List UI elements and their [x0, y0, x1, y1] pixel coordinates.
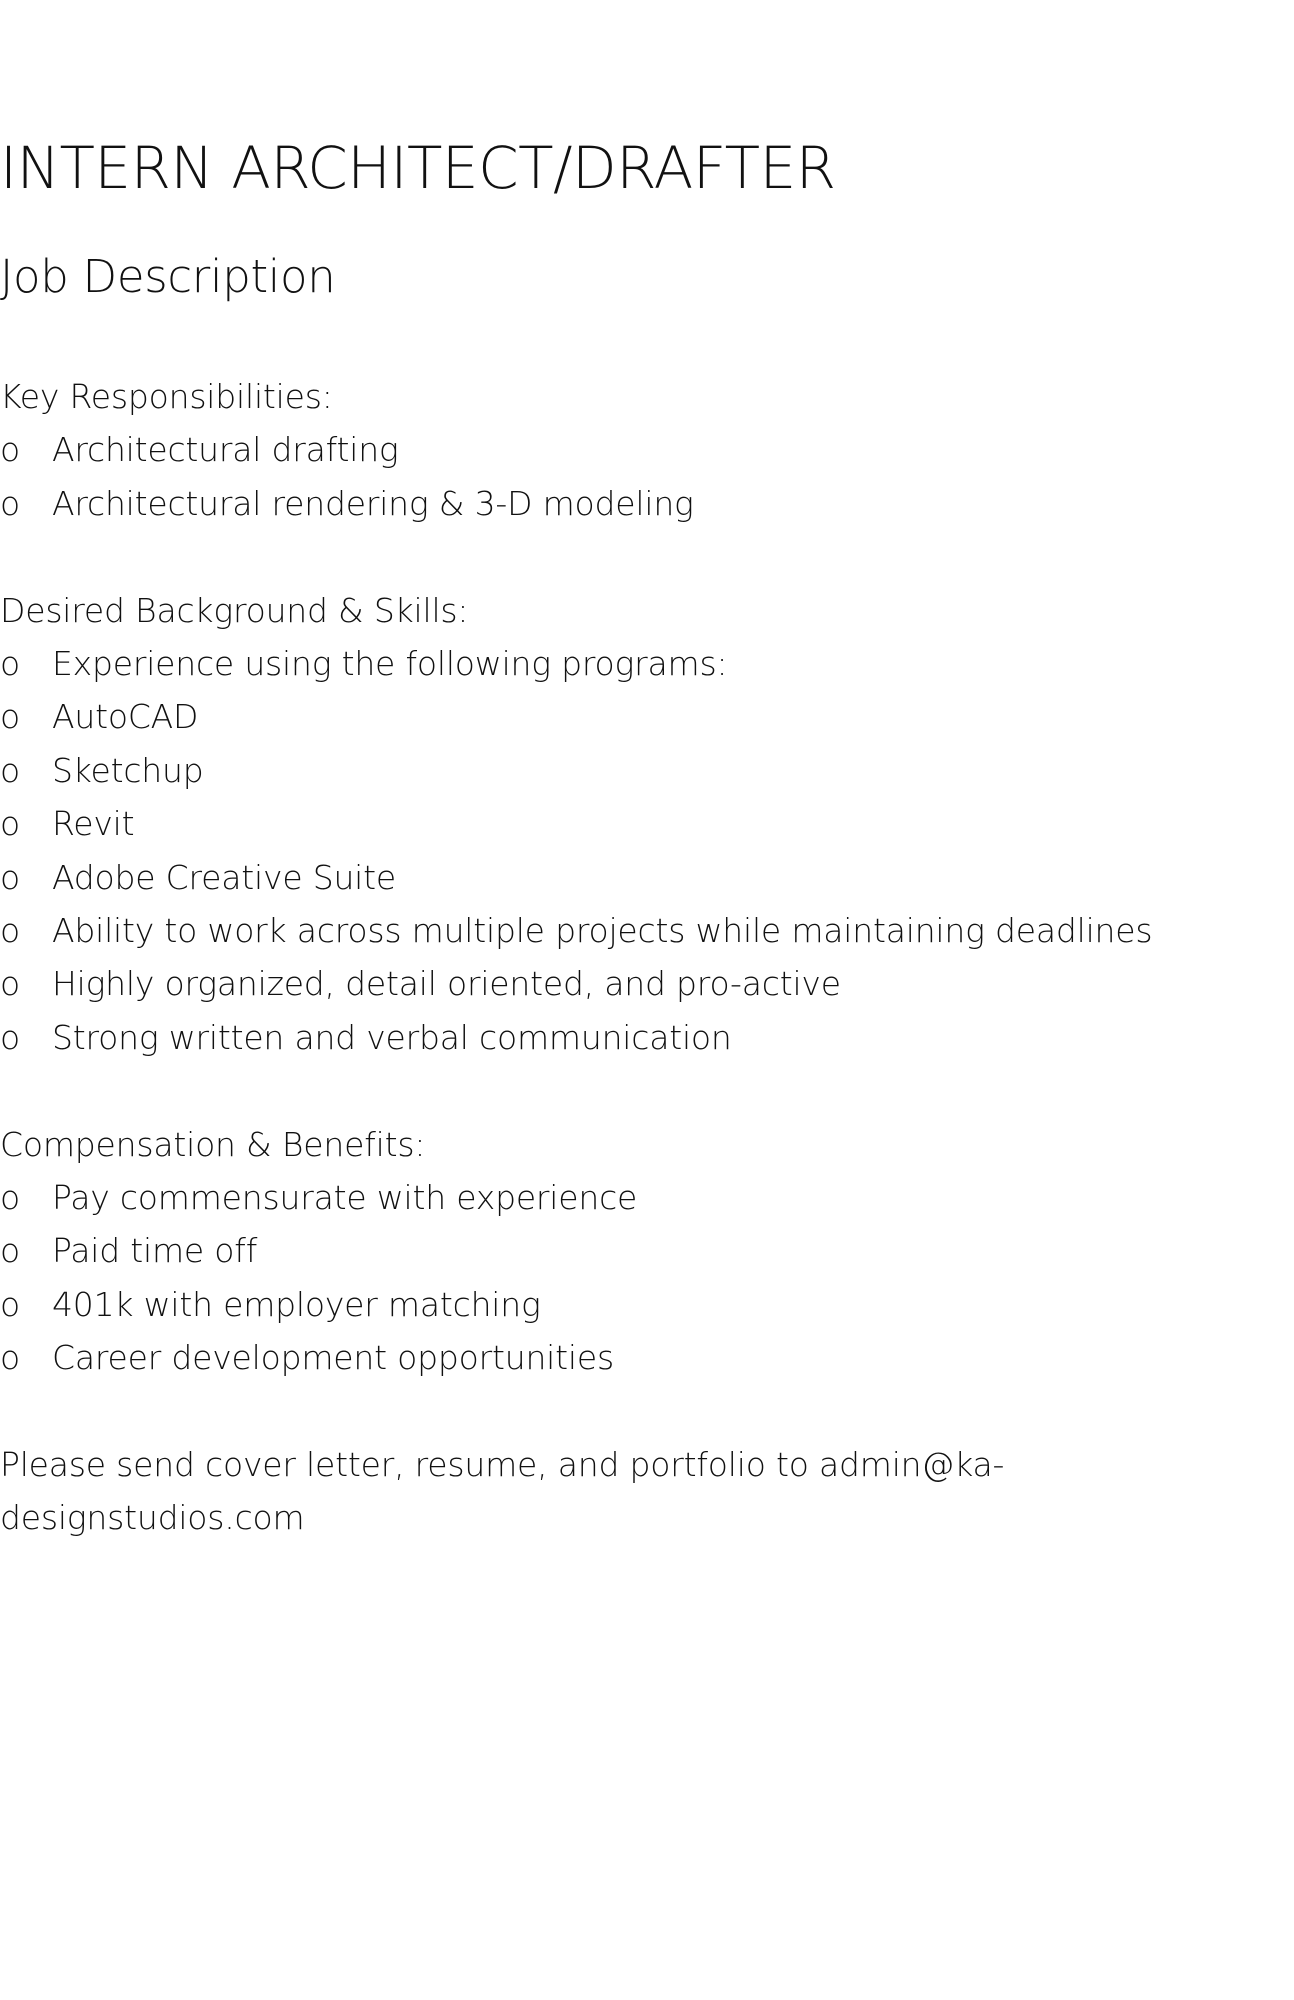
list-item: o Career development opportunities	[0, 1331, 1294, 1384]
list-item: o Pay commensurate with experience	[0, 1171, 1294, 1224]
bullet-marker: o	[0, 644, 20, 684]
bullet-marker: o	[0, 430, 20, 470]
bullet-marker: o	[0, 750, 20, 790]
list-item: o Sketchup	[0, 744, 1294, 797]
bullet-marker: o	[0, 911, 20, 951]
list-item: o Strong written and verbal communication	[0, 1011, 1294, 1064]
benefits-list	[0, 1171, 1294, 1385]
responsibilities-heading: Key Responsibilities:	[0, 377, 333, 416]
job-description-body	[0, 370, 1294, 1545]
page-title: INTERN ARCHITECT/DRAFTER	[0, 134, 836, 202]
list-item: o Paid time off	[0, 1224, 1294, 1277]
bullet-marker: o	[0, 1178, 20, 1218]
list-item: o Adobe Creative Suite	[0, 851, 1294, 904]
application-instructions: Please send cover letter, resume, and portfolio to admin@ka-designstudios.com	[0, 1445, 1005, 1538]
list-item: o AutoCAD	[0, 690, 1294, 743]
spacer	[0, 1064, 1294, 1117]
bullet-marker: o	[0, 1338, 20, 1378]
page-subtitle: Job Description	[0, 250, 336, 303]
skills-heading: Desired Background & Skills:	[0, 590, 469, 630]
bullet-marker: o	[0, 697, 20, 737]
spacer	[0, 1385, 1294, 1438]
benefits-heading: Compensation & Benefits:	[0, 1124, 426, 1164]
responsibilities-list	[0, 423, 1294, 530]
list-item: o 401k with employer matching	[0, 1278, 1294, 1331]
bullet-marker: o	[0, 483, 20, 523]
skills-list	[0, 637, 1294, 1064]
list-item: o Ability to work across multiple projects while maintaining deadlines	[0, 904, 1294, 957]
bullet-marker: o	[0, 804, 20, 844]
list-item: o Experience using the following programs:	[0, 637, 1294, 690]
list-item: o Highly organized, detail oriented, and pro-active	[0, 957, 1294, 1010]
bullet-marker: o	[0, 857, 20, 897]
bullet-marker: o	[0, 964, 20, 1004]
list-item: o Architectural drafting	[0, 423, 1294, 476]
list-item: o Architectural rendering & 3-D modeling	[0, 477, 1294, 530]
bullet-marker: o	[0, 1284, 20, 1324]
list-item: o Revit	[0, 797, 1294, 850]
spacer	[0, 530, 1294, 583]
bullet-marker: o	[0, 1017, 20, 1057]
bullet-marker: o	[0, 1231, 20, 1271]
